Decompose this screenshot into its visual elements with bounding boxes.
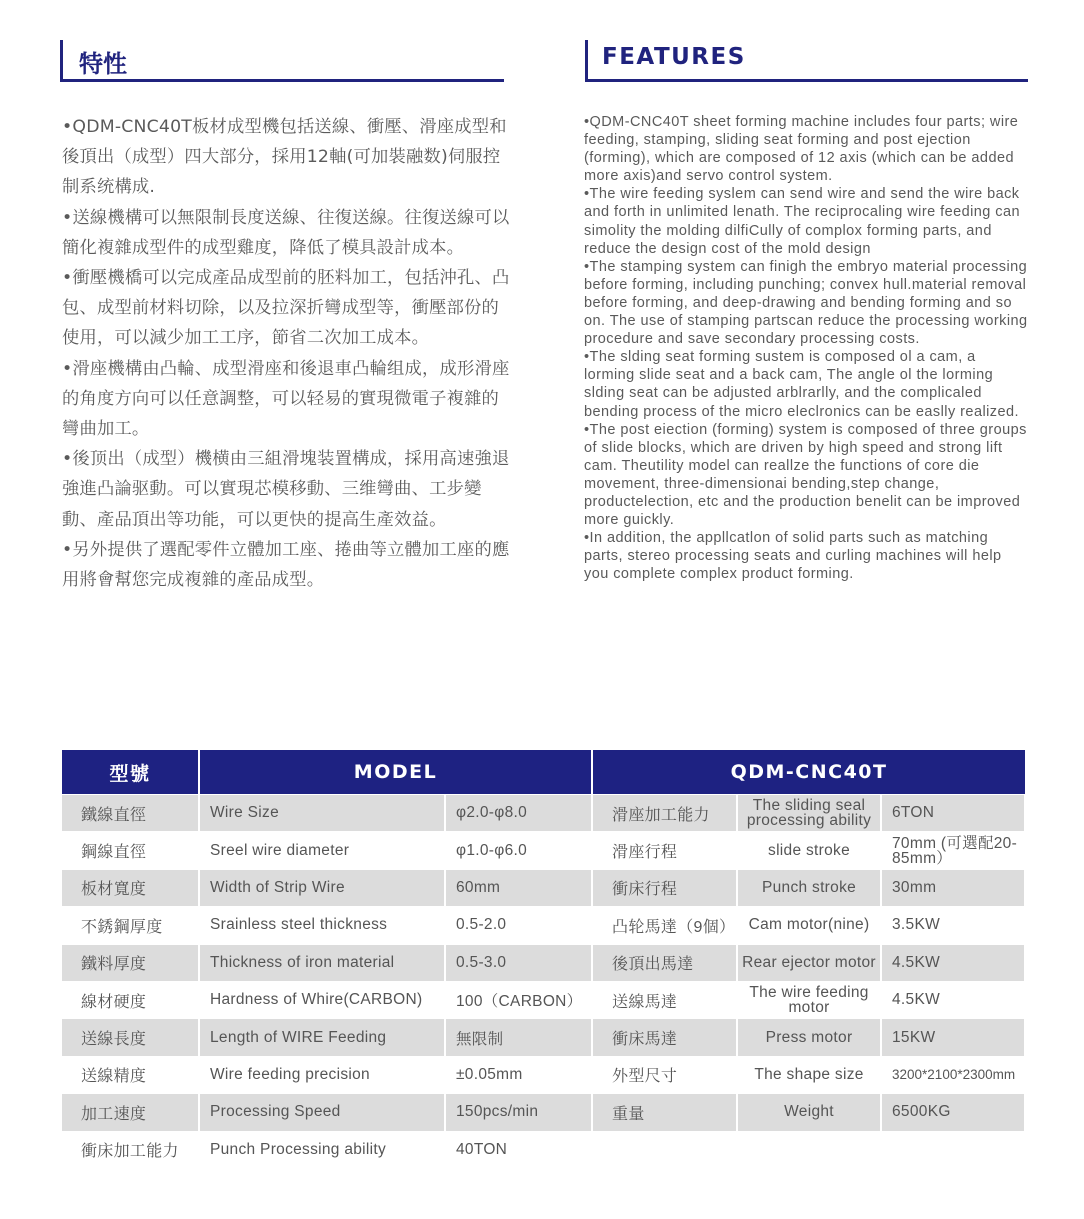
spec-value: 40TON <box>445 1131 592 1168</box>
spec-label-en: Punch stroke <box>737 869 881 906</box>
spec-value: 3200*2100*2300mm <box>881 1056 1025 1093</box>
spec-value: 15KW <box>881 1019 1025 1056</box>
table-row <box>62 832 1025 869</box>
spec-label-en: Processing Speed <box>199 1094 445 1131</box>
table-header-row <box>62 750 1025 795</box>
table-row <box>62 1019 1025 1056</box>
spec-label-zh: 鐵線直徑 <box>62 795 199 832</box>
spec-value: 70mm (可選配20-85mm） <box>881 832 1025 869</box>
spec-label-en: Srainless steel thickness <box>199 907 445 944</box>
spec-label-zh: 外型尺寸 <box>592 1056 737 1093</box>
spec-value: 6TON <box>881 795 1025 832</box>
table-row <box>62 1056 1025 1093</box>
spec-label-en: Length of WIRE Feeding <box>199 1019 445 1056</box>
empty-cell <box>881 1131 1025 1168</box>
spec-label-zh: 鋼線直徑 <box>62 832 199 869</box>
spec-value: 4.5KW <box>881 944 1025 981</box>
spec-label-zh: 衝床加工能力 <box>62 1131 199 1168</box>
spec-value: 150pcs/min <box>445 1094 592 1131</box>
spec-label-en: Rear ejector motor <box>737 944 881 981</box>
heading-title: 特性 <box>79 50 127 78</box>
spec-label-zh: 板材寬度 <box>62 869 199 906</box>
spec-label-zh: 送線馬達 <box>592 981 737 1018</box>
spec-table <box>62 750 1026 1168</box>
spec-label-zh: 送線長度 <box>62 1019 199 1056</box>
paragraph: •The wire feeding syslem can send wire and send the wire back and forth in unlimited lenath. The reciprocaling wire feeding can simolity the molding dilfiCully of complox forming parts, and reduce the design cost of the mold design <box>584 186 1021 257</box>
heading-title: FEATURES <box>602 44 746 70</box>
spec-label-en: The wire feeding motor <box>737 981 881 1018</box>
features-en-text <box>584 113 1030 583</box>
spec-value: 0.5-2.0 <box>445 907 592 944</box>
spec-label-en: slide stroke <box>737 832 881 869</box>
spec-label-en: Thickness of iron material <box>199 944 445 981</box>
spec-label-en: Wire feeding precision <box>199 1056 445 1093</box>
spec-value: 3.5KW <box>881 907 1025 944</box>
heading-features-en <box>585 40 1028 82</box>
spec-label-en: Cam motor(nine) <box>737 907 881 944</box>
spec-label-zh: 衝床馬達 <box>592 1019 737 1056</box>
paragraph: •The post eiection (forming) system is composed of three groups of slide blocks, which are driven by high speed and strong lift cam. Theutility model can reallze the functions of core die movement, three-dimensionai bending,step change, productelection, etc and the production benelit can be improved more guickly. <box>584 421 1027 529</box>
table-row <box>62 944 1025 981</box>
spec-label-en: Punch Processing ability <box>199 1131 445 1168</box>
paragraph: •另外提供了選配零件立體加工座、捲曲等立體加工座的應用將會幫您完成複雜的產品成型。 <box>62 539 510 591</box>
empty-cell <box>592 1131 737 1168</box>
spec-label-zh: 後頂出馬達 <box>592 944 737 981</box>
empty-cell <box>737 1131 881 1168</box>
spec-value: 4.5KW <box>881 981 1025 1018</box>
spec-label-zh: 衝床行程 <box>592 869 737 906</box>
spec-value: 100（CARBON） <box>445 981 592 1018</box>
spec-label-zh: 線材硬度 <box>62 981 199 1018</box>
table-row <box>62 1131 1025 1168</box>
table-row <box>62 1094 1025 1131</box>
spec-label-zh: 送線精度 <box>62 1056 199 1093</box>
spec-label-zh: 凸轮馬達（9個） <box>592 907 737 944</box>
spec-value: ±0.05mm <box>445 1056 592 1093</box>
spec-label-zh: 滑座行程 <box>592 832 737 869</box>
paragraph: •後顶出（成型）機横由三組滑塊装置構成，採用高速強退強進凸論驱動。可以實現芯模移動、三维彎曲、工步變動、產品頂出等功能，可以更快的提高生產效益。 <box>62 449 510 530</box>
spec-label-en: The sliding seal processing ability <box>737 795 881 832</box>
spec-value: 60mm <box>445 869 592 906</box>
paragraph: •The slding seat forming sustem is composed ol a cam, a lorming slide seat and a back cam, The angle ol the lorming slding seat can be adjusted arblrarlly, and the complicaled bending process of the micro eleclronics can be easlly realized. <box>584 349 1020 420</box>
paragraph: •In addition, the appllcatlon of solid parts such as matching parts, stereo processing seats and curling machines will help you complete complex product forming. <box>584 530 1002 583</box>
paragraph: •The stamping system can finigh the embryo material processing before forming, including punching; convex hull.material removal before forming, and deep-drawing and bending forming and so on. The use of stamping partscan reduce the processing working procedure and save secondary processing costs. <box>584 258 1028 348</box>
spec-value: φ1.0-φ6.0 <box>445 832 592 869</box>
heading-features-zh <box>60 40 504 82</box>
spec-label-zh: 加工速度 <box>62 1094 199 1131</box>
spec-label-en: Weight <box>737 1094 881 1131</box>
spec-label-en: Press motor <box>737 1019 881 1056</box>
table-row <box>62 869 1025 906</box>
table-row <box>62 981 1025 1018</box>
spec-label-zh: 鐵料厚度 <box>62 944 199 981</box>
header-model-name: QDM-CNC40T <box>592 750 1025 795</box>
paragraph: •送線機構可以無限制長度送線、往復送線。往復送線可以簡化複雜成型件的成型雞度，降低了模具設計成本。 <box>62 207 510 258</box>
spec-label-en: Wire Size <box>199 795 445 832</box>
paragraph: •QDM-CNC40T板材成型機包括送線、衝壓、滑座成型和後頂出（成型）四大部分，採用12軸(可加裝融数)伺服控制系统構成. <box>62 117 507 198</box>
spec-value: 0.5-3.0 <box>445 944 592 981</box>
spec-value: φ2.0-φ8.0 <box>445 795 592 832</box>
paragraph: •滑座機構由凸輪、成型滑座和後退車凸輪组成，成形滑座的角度方向可以任意調整，可以轻易的實現微電子複雜的彎曲加工。 <box>62 358 510 440</box>
spec-label-en: The shape size <box>737 1056 881 1093</box>
spec-label-zh: 不銹鋼厚度 <box>62 907 199 944</box>
paragraph: •QDM-CNC40T sheet forming machine includes four parts; wire feeding, stamping, sliding seat forming and post ejection (forming), which are composed of 12 axis (which can be added more axis)and servo control system. <box>584 114 1019 185</box>
spec-label-en: Width of Strip Wire <box>199 869 445 906</box>
paragraph: •衝壓機橋可以完成產品成型前的胚料加工，包括沖孔、凸包、成型前材料切除，以及拉深折彎成型等，衝壓部份的使用，可以減少加工工序，節省二次加工成本。 <box>62 268 510 349</box>
spec-label-zh: 重量 <box>592 1094 737 1131</box>
header-model-zh: 型號 <box>62 750 199 795</box>
spec-value: 30mm <box>881 869 1025 906</box>
spec-value: 無限制 <box>445 1019 592 1056</box>
table-row <box>62 795 1025 832</box>
spec-label-zh: 滑座加工能力 <box>592 795 737 832</box>
spec-label-en: Hardness of Whire(CARBON) <box>199 981 445 1018</box>
spec-label-en: Sreel wire diameter <box>199 832 445 869</box>
spec-value: 6500KG <box>881 1094 1025 1131</box>
table-row <box>62 907 1025 944</box>
header-model-en: MODEL <box>199 750 592 795</box>
features-zh-text <box>62 112 512 595</box>
